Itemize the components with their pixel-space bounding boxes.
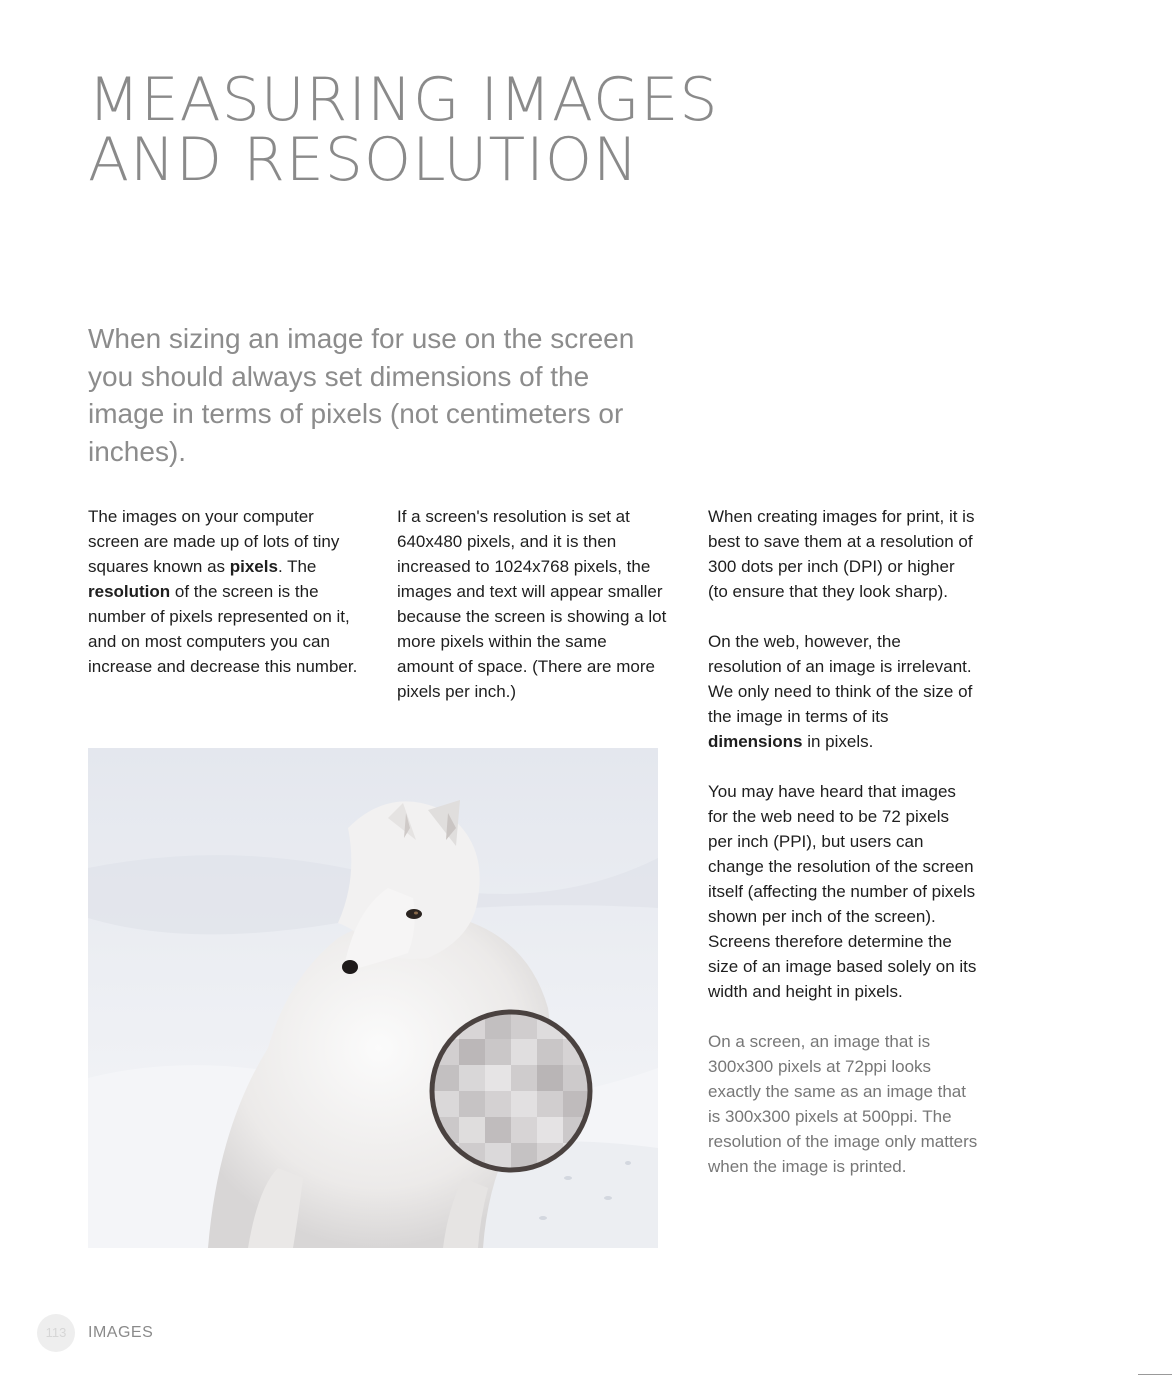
column-3-paragraph-2: [708, 629, 978, 754]
page-number-badge: 113: [37, 1314, 75, 1352]
column-2-paragraph: If a screen's resolution is set at 640x480 pixels, and it is then increased to 1024x768 pixels, the images and text will appear smaller because the screen is showing a lot more pixels within the same amount of space. (There are more pixels per inch.): [397, 507, 667, 701]
column-3-paragraph-4: On a screen, an image that is 300x300 pixels at 72ppi looks exactly the same as an image that is 300x300 pixels at 500ppi. The resolution of the image only matters when the image is printed.: [708, 1032, 978, 1176]
page-title-line-1: MEASURING IMAGES: [88, 65, 719, 135]
corner-rule: [1138, 1374, 1172, 1375]
text-run: . The: [277, 557, 317, 576]
text-run: The images on your computer screen are made up of lots of tiny squares known as: [88, 507, 340, 576]
column-1: [88, 504, 358, 704]
term-resolution: resolution: [88, 582, 171, 601]
section-label: IMAGES: [88, 1324, 154, 1341]
text-run: On the web, however, the resolution of an image is irrelevant. We only need to think of the size of the image in terms of its: [708, 632, 973, 726]
page-title-line-2: AND RESOLUTION: [88, 125, 639, 195]
column-1-paragraph: [88, 504, 358, 679]
arctic-fox-photo: [88, 748, 658, 1248]
intro-paragraph: When sizing an image for use on the screen you should always set dimensions of the image in terms of pixels (not centimeters or inches).: [88, 323, 635, 467]
column-3-paragraph-3: You may have heard that images for the web need to be 72 pixels per inch (PPI), but users can change the resolution of the screen itself (affecting the number of pixels shown per inch of the screen). Screens therefore determine the size of an image based solely on its width and height in pixels.: [708, 782, 977, 1001]
page-title: [88, 65, 848, 195]
column-3-paragraph-1: When creating images for print, it is best to save them at a resolution of 300 dots per inch (DPI) or higher (to ensure that they look sharp).: [708, 507, 975, 601]
text-run: in pixels.: [802, 732, 874, 751]
column-3: [708, 504, 978, 1204]
text-run: of the screen is the number of pixels represented on it, and on most computers you can increase and decrease this number.: [88, 582, 358, 676]
column-2: [397, 504, 667, 729]
term-pixels: pixels: [229, 557, 278, 576]
arctic-fox-illustration: [88, 748, 658, 1248]
term-dimensions: dimensions: [708, 732, 803, 751]
